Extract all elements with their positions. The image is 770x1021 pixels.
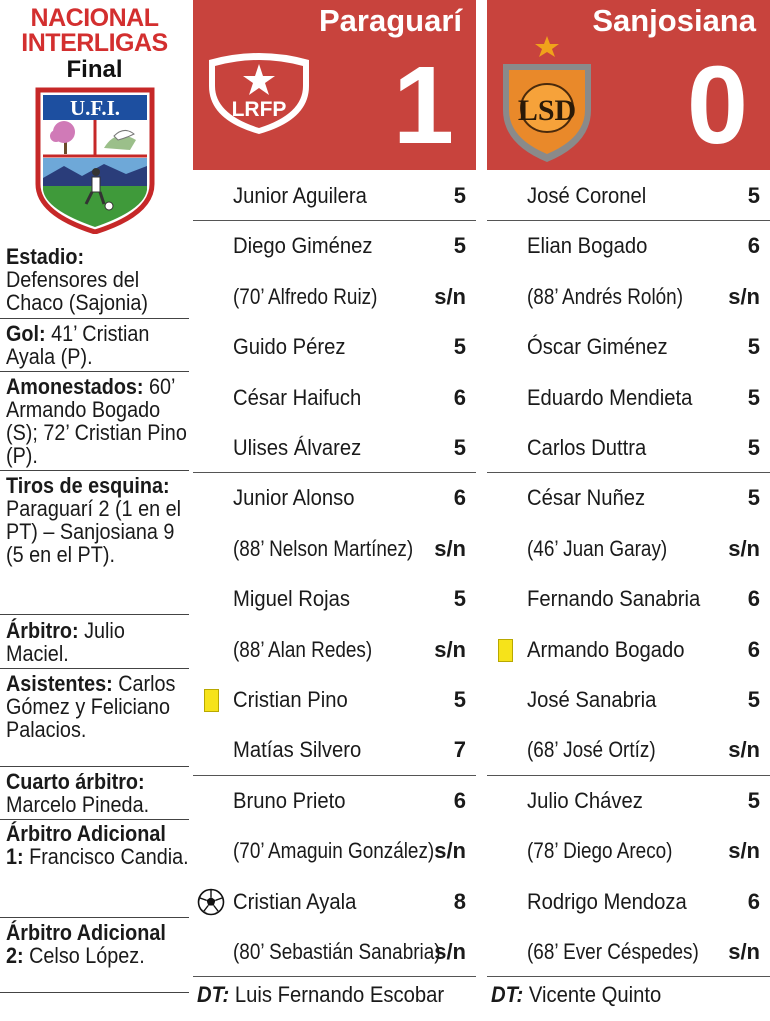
player-rating: s/n: [728, 838, 760, 864]
info-divider: [0, 992, 189, 993]
player-row: [487, 825, 770, 875]
player-rating: s/n: [434, 283, 466, 309]
player-rating: 5: [453, 435, 466, 460]
player-row: [193, 876, 476, 926]
player-name: (78’ Diego Areco): [527, 838, 673, 864]
player-name: Ulises Álvarez: [233, 435, 362, 460]
info-divider: [0, 917, 189, 918]
info-tiros-esquina: Tiros de esquina: Paraguarí 2 (1 en el PT) – Sanjosiana 9 (5 en el PT).: [6, 473, 182, 567]
player-name: (70’ Amaguin González): [233, 838, 435, 864]
player-rating: 5: [747, 787, 760, 813]
info-divider: [0, 766, 189, 767]
away-coach: DT: Vicente Quinto: [491, 982, 662, 1007]
player-name: (88’ Andrés Rolón): [527, 283, 684, 309]
player-rating: 6: [747, 233, 760, 259]
player-row: [487, 926, 770, 976]
competition-stage: Final: [66, 56, 123, 83]
player-name: Junior Aguilera: [233, 183, 367, 208]
home-lineup: [193, 170, 476, 978]
player-rating: 8: [453, 888, 466, 914]
player-row: [193, 321, 476, 371]
away-team-name: Sanjosiana: [592, 3, 756, 38]
info-arbitro-adicional-2: Árbitro Adicional 2: Celso López.: [6, 920, 166, 968]
home-score: 1: [392, 44, 454, 167]
player-row: [193, 372, 476, 422]
player-row: [487, 573, 770, 623]
player-row: [193, 271, 476, 321]
player-row: [487, 220, 770, 270]
info-amonestados: Amonestados: 60’ Armando Bogado (S); 72’ Cristian Pino (P).: [6, 374, 187, 468]
player-name: José Sanabria: [527, 687, 657, 712]
player-rating: s/n: [728, 283, 760, 309]
player-rating: 5: [453, 586, 466, 612]
player-row: [193, 825, 476, 875]
info-arbitro: Árbitro: Julio Maciel.: [6, 618, 125, 666]
competition-title-line1: NACIONAL: [30, 4, 159, 32]
competition-title-line2: INTERLIGAS: [21, 29, 168, 57]
player-name: Diego Giménez: [233, 233, 373, 259]
player-rating: 6: [747, 586, 760, 612]
player-name: Bruno Prieto: [233, 787, 346, 813]
player-rating: 6: [453, 787, 466, 813]
player-name: José Coronel: [527, 183, 647, 208]
player-name: (70’ Alfredo Ruiz): [233, 283, 378, 309]
player-rating: 5: [747, 334, 760, 360]
player-name: Eduardo Mendieta: [527, 384, 693, 410]
player-name: Junior Alonso: [233, 485, 355, 511]
player-rating: 5: [747, 687, 760, 712]
player-rating: s/n: [728, 737, 760, 763]
player-row: [487, 724, 770, 774]
lineup-divider: [193, 220, 476, 221]
player-name: Rodrigo Mendoza: [527, 888, 687, 914]
player-name: Matías Silvero: [233, 737, 362, 763]
player-rating: 6: [747, 636, 760, 662]
away-lineup: [487, 170, 770, 978]
player-row: [193, 170, 476, 220]
player-row: [487, 271, 770, 321]
lrfp-badge: [205, 46, 313, 136]
player-rating: 5: [747, 183, 760, 208]
player-row: [487, 422, 770, 472]
player-name: Fernando Sanabria: [527, 586, 701, 612]
player-rating: 6: [747, 888, 760, 914]
info-divider: [0, 668, 189, 669]
player-name: (88’ Nelson Martínez): [233, 535, 414, 561]
away-score: 0: [686, 44, 748, 167]
player-name: Cristian Ayala: [233, 888, 357, 914]
lineup-divider: [193, 775, 476, 776]
player-name: (88’ Alan Redes): [233, 636, 373, 662]
lineup-divider: [487, 775, 770, 776]
player-row: [193, 523, 476, 573]
player-rating: s/n: [434, 535, 466, 561]
info-divider: [0, 470, 189, 471]
info-divider: [0, 318, 189, 319]
player-row: [193, 573, 476, 623]
player-rating: 5: [747, 435, 760, 460]
lineup-divider: [193, 472, 476, 473]
soccer-ball-icon: [197, 888, 225, 916]
player-rating: s/n: [434, 939, 466, 964]
home-team-name: Paraguarí: [318, 3, 462, 38]
player-row: [193, 624, 476, 674]
player-name: Julio Chávez: [527, 787, 643, 813]
player-name: César Nuñez: [527, 485, 646, 511]
player-row: [193, 422, 476, 472]
lineup-divider: [487, 220, 770, 221]
player-row: [487, 372, 770, 422]
player-rating: 6: [453, 384, 466, 410]
ufi-logo-text: U.F.I.: [70, 96, 120, 120]
player-row: [487, 472, 770, 522]
player-rating: s/n: [728, 535, 760, 561]
player-name: (68’ Ever Céspedes): [527, 939, 699, 964]
home-coach: DT: Luis Fernando Escobar: [197, 982, 445, 1007]
yellow-card-icon: [498, 639, 513, 662]
player-name: Carlos Duttra: [527, 435, 647, 460]
player-rating: s/n: [434, 838, 466, 864]
player-rating: 5: [453, 233, 466, 259]
player-name: Cristian Pino: [233, 687, 348, 712]
player-rating: 5: [453, 334, 466, 360]
ufi-logo: [34, 86, 156, 234]
info-arbitro-adicional-1: Árbitro Adicional 1: Francisco Candia.: [6, 821, 189, 869]
player-row: [487, 775, 770, 825]
info-divider: [0, 614, 189, 615]
player-name: Elian Bogado: [527, 233, 648, 259]
player-row: [487, 170, 770, 220]
player-rating: 5: [747, 485, 760, 511]
player-name: (46’ Juan Garay): [527, 535, 668, 561]
player-row: [487, 876, 770, 926]
player-rating: s/n: [728, 939, 760, 964]
player-row: [193, 775, 476, 825]
home-team-header: [193, 0, 476, 170]
player-row: [193, 926, 476, 976]
lsd-badge-text: LSD: [517, 94, 577, 127]
player-name: Guido Pérez: [233, 334, 346, 360]
player-name: (68’ José Ortíz): [527, 737, 656, 763]
lineup-divider: [487, 472, 770, 473]
player-row: [487, 674, 770, 724]
player-name: Miguel Rojas: [233, 586, 350, 612]
info-estadio: Estadio: Defensores del Chaco (Sajonia): [6, 244, 148, 315]
player-row: [193, 472, 476, 522]
yellow-card-icon: [204, 689, 219, 712]
info-cuarto-arbitro: Cuarto árbitro: Marcelo Pineda.: [6, 769, 150, 817]
away-team-header: [487, 0, 770, 170]
player-row: [487, 523, 770, 573]
player-row: [487, 321, 770, 371]
info-divider: [0, 819, 189, 820]
player-name: (80’ Sebastián Sanabria): [233, 939, 441, 964]
player-rating: 5: [747, 384, 760, 410]
player-name: Armando Bogado: [527, 636, 685, 662]
info-gol: Gol: 41’ Cristian Ayala (P).: [6, 321, 150, 369]
player-row: [487, 624, 770, 674]
match-info-column: [0, 0, 189, 1021]
player-row: [193, 220, 476, 270]
player-rating: 5: [453, 687, 466, 712]
player-row: [193, 674, 476, 724]
lrfp-badge-text: LRFP: [231, 98, 287, 121]
lsd-badge: [499, 34, 595, 166]
player-rating: 6: [453, 485, 466, 511]
player-name: Óscar Giménez: [527, 334, 668, 360]
player-rating: 5: [453, 183, 466, 208]
player-row: [193, 724, 476, 774]
player-rating: s/n: [434, 636, 466, 662]
player-rating: 7: [453, 737, 466, 763]
info-asistentes: Asistentes: Carlos Gómez y Feliciano Palacios.: [6, 671, 176, 742]
info-divider: [0, 371, 189, 372]
player-name: César Haifuch: [233, 384, 362, 410]
